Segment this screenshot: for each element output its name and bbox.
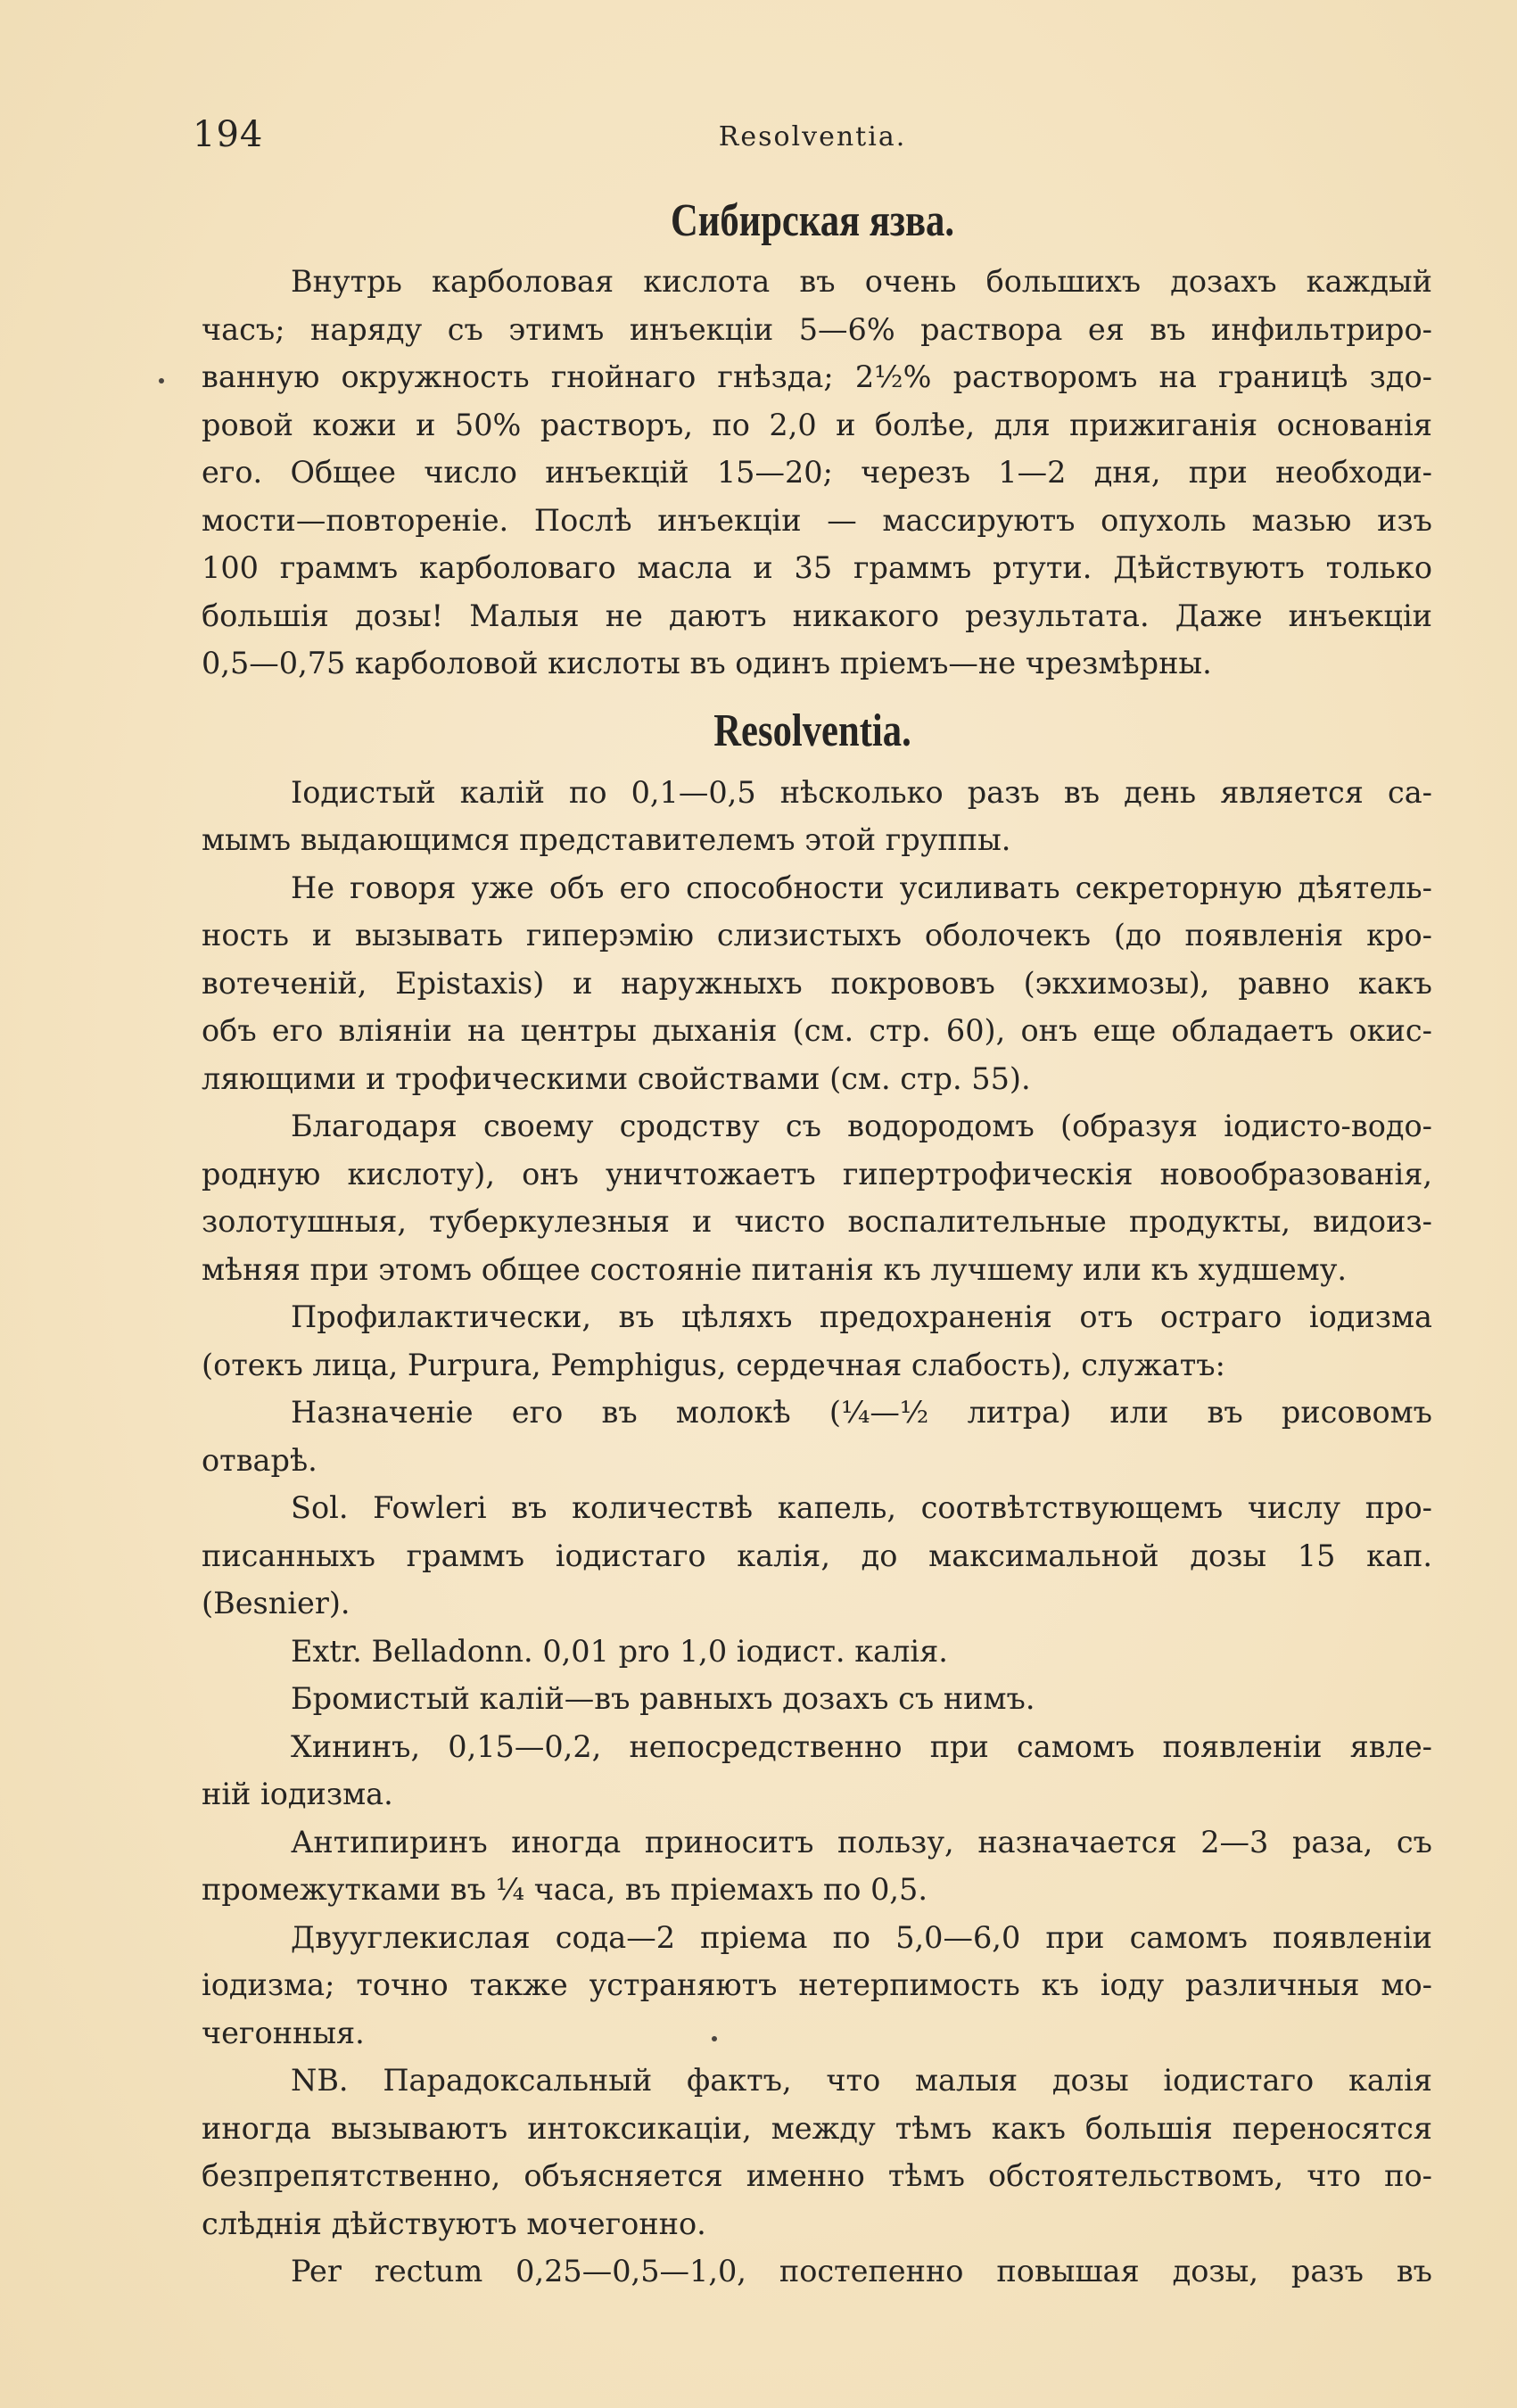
- text-line: Не говоря уже объ его способности усиливать секреторную дѣятель-: [291, 870, 1432, 905]
- text-line: ванную окружность гнойнаго гнѣзда; 2½% растворомъ на границѣ здо-: [202, 359, 1432, 394]
- text-line: Бромистый калій—въ равныхъ дозахъ съ нимъ.: [291, 1681, 1035, 1716]
- text-line: мѣняя при этомъ общее состояніе питанія къ лучшему или къ худшему.: [202, 1252, 1348, 1287]
- text-line: родную кислоту), онъ уничтожаетъ гипертрофическія новообразованія,: [202, 1157, 1432, 1192]
- text-line: мости—повтореніе. Послѣ инъекціи — массируютъ опухоль мазью изъ: [202, 503, 1432, 538]
- text-line: Хининъ, 0,15—0,2, непосредственно при самомъ появленіи явле-: [291, 1729, 1432, 1764]
- text-line: его. Общее число инъекцій 15—20; черезъ 1—2 дня, при необходи-: [202, 455, 1432, 490]
- page-number: 194: [193, 114, 264, 155]
- text-line: Двууглекислая сода—2 пріема по 5,0—6,0 при самомъ появленіи: [291, 1920, 1432, 1955]
- text-line: Внутрь карболовая кислота въ очень большихъ дозахъ каждый: [291, 264, 1432, 299]
- text-line: часъ; наряду съ этимъ инъекціи 5—6% раствора ея въ инфильтриро-: [202, 312, 1432, 347]
- text-line: Антипиринъ иногда приноситъ пользу, назначается 2—3 раза, съ: [291, 1825, 1432, 1860]
- text-line: іодизма; точно также устраняютъ нетерпимость къ іоду различныя мо-: [202, 1967, 1432, 2002]
- margin-speck: [712, 2036, 717, 2041]
- text-line: Благодаря своему сродству съ водородомъ (образуя іодисто-водо-: [291, 1109, 1432, 1143]
- text-line: ность и вызывать гиперэмію слизистыхъ оболочекъ (до появленія кро-: [202, 918, 1432, 952]
- running-title: Resolventia.: [718, 121, 907, 153]
- text-line: 0,5—0,75 карболовой кислоты въ одинъ пріемъ—не чрезмѣрны.: [202, 646, 1212, 680]
- text-line: отварѣ.: [202, 1443, 317, 1478]
- text-line: ній іодизма.: [202, 1777, 393, 1811]
- text-line: промежутками въ ¼ часа, въ пріемахъ по 0,5.: [202, 1872, 928, 1907]
- margin-speck: [159, 378, 164, 383]
- text-line: золотушныя, туберкулезныя и чисто воспалительные продукты, видоиз-: [202, 1204, 1432, 1239]
- text-line: Per rectum 0,25—0,5—1,0, постепенно повышая дозы, разъ въ: [291, 2254, 1432, 2288]
- text-line: мымъ выдающимся представителемъ этой группы.: [202, 822, 1011, 857]
- text-line: (отекъ лица, Purpura, Pemphigus, сердечная слабость), служатъ:: [202, 1348, 1225, 1382]
- text-line: ляющими и трофическими свойствами (см. стр. 55).: [202, 1061, 1031, 1096]
- text-line: вотеченій, Epistaxis) и наружныхъ покрововъ (экхимозы), равно какъ: [202, 966, 1432, 1001]
- text-line: ровой кожи и 50% растворъ, по 2,0 и болѣе, для прижиганія основанія: [202, 408, 1432, 442]
- text-line: (Besnier).: [202, 1586, 350, 1620]
- text-line: большія дозы! Малыя не даютъ никакого результата. Даже инъекціи: [202, 598, 1432, 633]
- text-line: Назначеніе его въ молокѣ (¼—½ литра) или въ рисовомъ: [291, 1395, 1432, 1430]
- text-line: 100 граммъ карболоваго масла и 35 граммъ ртути. Дѣйствуютъ только: [202, 550, 1432, 585]
- text-line: объ его вліяніи на центры дыханія (см. стр. 60), онъ еще обладаетъ окис-: [202, 1013, 1432, 1048]
- section-heading-anthrax: Сибирская язва.: [670, 195, 955, 246]
- text-line: Профилактически, въ цѣляхъ предохраненія отъ остраго іодизма: [291, 1299, 1432, 1334]
- text-line: иногда вызываютъ интоксикаціи, между тѣмъ какъ большія переносятся: [202, 2111, 1432, 2146]
- text-line: слѣднія дѣйствуютъ мочегонно.: [202, 2206, 706, 2241]
- text-line: NB. Парадоксальный фактъ, что малыя дозы іодистаго калія: [291, 2063, 1432, 2098]
- text-line: Extr. Belladonn. 0,01 pro 1,0 іодист. калія.: [291, 1634, 948, 1669]
- running-header: [193, 114, 1432, 168]
- text-line: чегонныя.: [202, 2016, 365, 2050]
- text-line: писанныхъ граммъ іодистаго калія, до максимальной дозы 15 кап.: [202, 1538, 1432, 1573]
- text-line: Sol. Fowleri въ количествѣ капель, соотвѣтствующемъ числу про-: [291, 1490, 1432, 1525]
- section-heading-resolventia: Resolventia.: [713, 705, 911, 756]
- text-line: безпрепятственно, объясняется именно тѣмъ обстоятельствомъ, что по-: [202, 2158, 1432, 2193]
- text-line: Іодистый калій по 0,1—0,5 нѣсколько разъ въ день является са-: [291, 775, 1432, 810]
